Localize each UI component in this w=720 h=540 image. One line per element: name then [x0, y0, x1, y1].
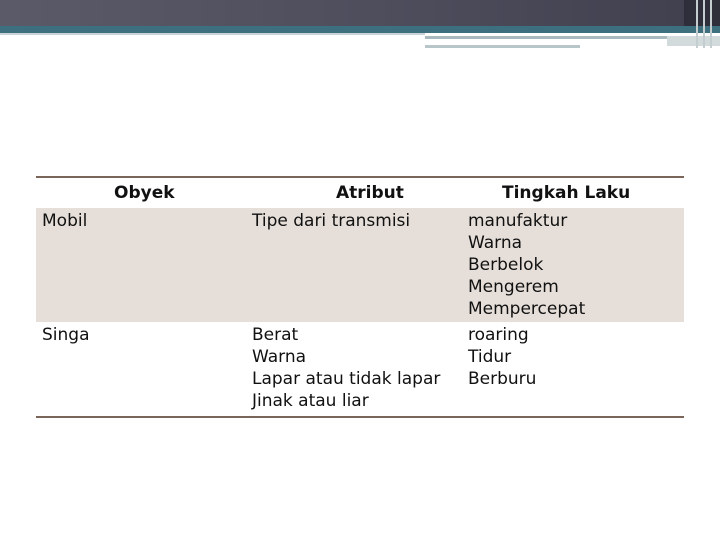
cell-text: Mempercepat: [468, 299, 586, 319]
cell-text: Warna: [252, 347, 307, 367]
decorative-stripe: [0, 33, 425, 35]
header-obyek: Obyek: [36, 177, 246, 208]
cell-tingkah-laku: [462, 322, 684, 417]
cell-obyek: [36, 322, 246, 417]
cell-text: Berbelok: [468, 255, 544, 275]
table-row: [36, 208, 684, 322]
decorative-vertical-line: [710, 0, 712, 48]
cell-obyek: [36, 208, 246, 322]
decorative-stripe: [667, 36, 720, 46]
cell-text: Tidur: [468, 347, 512, 367]
cell-text: Jinak atau liar: [252, 391, 369, 411]
slide-header-bar: [0, 0, 720, 26]
cell-text: Tipe dari transmisi: [252, 211, 411, 231]
cell-atribut: [246, 208, 462, 322]
cell-text: manufaktur: [468, 211, 568, 231]
cell-text: Warna: [468, 233, 523, 253]
header-atribut: Atribut: [246, 177, 462, 208]
object-attribute-table: [36, 176, 684, 418]
decorative-stripe: [425, 45, 580, 48]
slide-header-corner: [684, 0, 720, 26]
cell-text: Berat: [252, 325, 299, 345]
cell-atribut: [246, 322, 462, 417]
decorative-vertical-line: [696, 0, 698, 48]
cell-text: roaring: [468, 325, 529, 345]
decorative-vertical-line: [703, 0, 705, 48]
decorative-stripe: [425, 36, 667, 39]
cell-text: Mobil: [42, 211, 88, 231]
cell-tingkah-laku: [462, 208, 684, 322]
table-header-row: [36, 177, 684, 208]
cell-text: Singa: [42, 325, 90, 345]
cell-text: Mengerem: [468, 277, 559, 297]
cell-text: Lapar atau tidak lapar: [252, 369, 441, 389]
cell-text: Berburu: [468, 369, 537, 389]
table-row: [36, 322, 684, 417]
header-tingkah-laku: Tingkah Laku: [462, 177, 684, 208]
slide-accent-bar: [0, 26, 720, 33]
